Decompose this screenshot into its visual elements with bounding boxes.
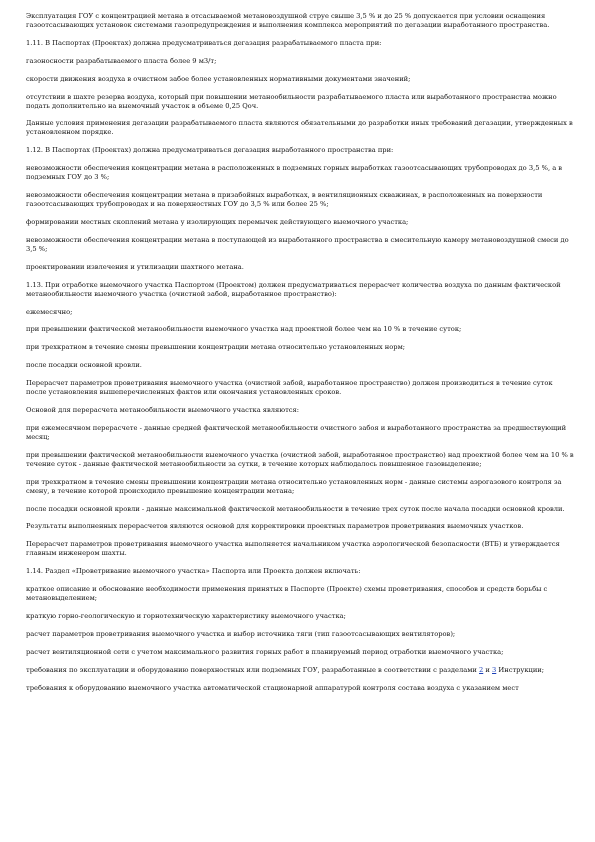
section-link-2[interactable]: 2: [479, 665, 484, 674]
paragraph: Данные условия применения дегазации разрабатываемого пласта являются обязательными до разработки иных требований дегазации, утвержденных в установленном порядке.: [26, 119, 573, 137]
clause-1-14: 1.14. Раздел «Проветривание выемочного участка» Паспорта или Проекта должен включать:: [26, 567, 361, 576]
paragraph: после посадки основной кровли - данные максимальной фактической метанообильности в течение трех суток после начала посадки основной кровли.: [26, 504, 565, 513]
clause-1-13: 1.13. При отработке выемочного участка Паспортом (Проектом) должен предусматриваться перерасчет количества воздуха по данным фактической метанообильности выемочного участка (очистной забой, выработанное пространство):: [26, 280, 561, 298]
paragraph: Перерасчет параметров проветривания выемочного участка выполняется начальником участка аэрологической безопасности (ВТБ) и утверждается главным инженером шахты.: [26, 540, 560, 558]
paragraph: Основой для перерасчета метанообильности выемочного участка являются:: [26, 406, 299, 415]
conjunction-text: и: [485, 665, 490, 674]
paragraph: при превышении фактической метанообильности выемочного участка (очистной забой, выработанное пространство) над проектной более чем на 10 % в течение суток - данные фактической метанообильности за сутки, в течение которых наблюдалось повышенное газовыделение;: [26, 450, 574, 468]
section-link-3[interactable]: 3: [492, 665, 497, 674]
paragraph: после посадки основной кровли.: [26, 361, 142, 370]
paragraph: газоносности разрабатываемого пласта более 9 м3/т;: [26, 56, 217, 65]
paragraph: ежемесячно;: [26, 307, 73, 316]
clause-1-12: 1.12. В Паспортах (Проектах) должна предусматриваться дегазация выработанного пространства при:: [26, 146, 394, 155]
paragraph: при ежемесячном перерасчете - данные средней фактической метанообильности очистного забоя и выработанного пространства за предшествующий месяц;: [26, 423, 567, 441]
paragraph-tail: Инструкции;: [498, 665, 545, 674]
paragraph-with-links: [26, 666, 574, 675]
paragraph: расчет параметров проветривания выемочного участка и выбор источника тяги (тип газоотсасывающих вентиляторов);: [26, 629, 456, 638]
paragraph: краткую горно-геологическую и горнотехническую характеристику выемочного участка;: [26, 612, 346, 621]
paragraph: невозможности обеспечения концентрации метана в поступающей из выработанного пространства в смесительную камеру метановоздушной смеси до 3,5 %;: [26, 235, 569, 253]
paragraph: Эксплуатация ГОУ с концентрацией метана в отсасываемой метановоздушной струе свыше 3,5 % и до 25 % допускается при условии оснащения газоотсасывающих установок системами газопредупреждения и выполнения комплекса мероприятий по дегазации выработанного пространства.: [26, 12, 550, 29]
paragraph: расчет вентиляционной сети с учетом максимального развития горных работ в планируемый период отработки выемочного участка;: [26, 647, 504, 656]
paragraph: невозможности обеспечения концентрации метана в призабойных выработках, в вентиляционных скважинах, в расположенных на поверхности газоотсасывающих трубопроводах и на поверхностных ГОУ до 3,5 % или более 25 %;: [26, 191, 543, 209]
paragraph-text: требования по эксплуатации и оборудованию поверхностных или подземных ГОУ, разработанные в соответствии с разделами: [26, 665, 479, 674]
paragraph: требования к оборудованию выемочного участка автоматической стационарной аппаратурой контроля состава воздуха с указанием мест: [26, 683, 519, 692]
paragraph: при трехкратном в течение смены превышении концентрации метана относительно установленных норм;: [26, 343, 406, 352]
paragraph: Перерасчет параметров проветривания выемочного участка (очистной забой, выработанное пространство) должен производиться в течение суток после установления вышеперечисленных фактов или окончания установленных сроков.: [26, 379, 553, 397]
paragraph: формировании местных скоплений метана у изолирующих перемычек действующего выемочного участка;: [26, 218, 409, 227]
paragraph: проектировании извлечения и утилизации шахтного метана.: [26, 262, 244, 271]
clause-1-11: 1.11. В Паспортах (Проектах) должна предусматриваться дегазация разрабатываемого пласта при:: [26, 38, 382, 47]
document-body: [26, 12, 574, 702]
paragraph: Результаты выполненных перерасчетов являются основой для корректировки проектных параметров проветривания выемочных участков.: [26, 522, 524, 531]
paragraph: отсутствии в шахте резерва воздуха, который при повышении метанообильности разрабатываемого пласта или выработанного пространства можно подать дополнительно на выемочный участок в объеме 0,25 Qоч.: [26, 92, 557, 110]
paragraph: краткое описание и обоснование необходимости применения принятых в Паспорте (Проекте) схемы проветривания, способов и средств борьбы с метановыделением;: [26, 585, 548, 603]
paragraph: при трехкратном в течение смены превышении концентрации метана относительно установленных норм - данные системы аэрогазового контроля за смену, в течение которой происходило превышение концентрации метана;: [26, 477, 562, 495]
paragraph: скорости движения воздуха в очистном забое более установленных нормативными документами значений;: [26, 74, 411, 83]
paragraph: при превышении фактической метанообильности выемочного участка над проектной более чем на 10 % в течение суток;: [26, 325, 462, 334]
paragraph: невозможности обеспечения концентрации метана в расположенных в подземных горных выработках газоотсасывающих трубопроводах до 3,5 %, а в подземных ГОУ до 3 %;: [26, 164, 563, 182]
